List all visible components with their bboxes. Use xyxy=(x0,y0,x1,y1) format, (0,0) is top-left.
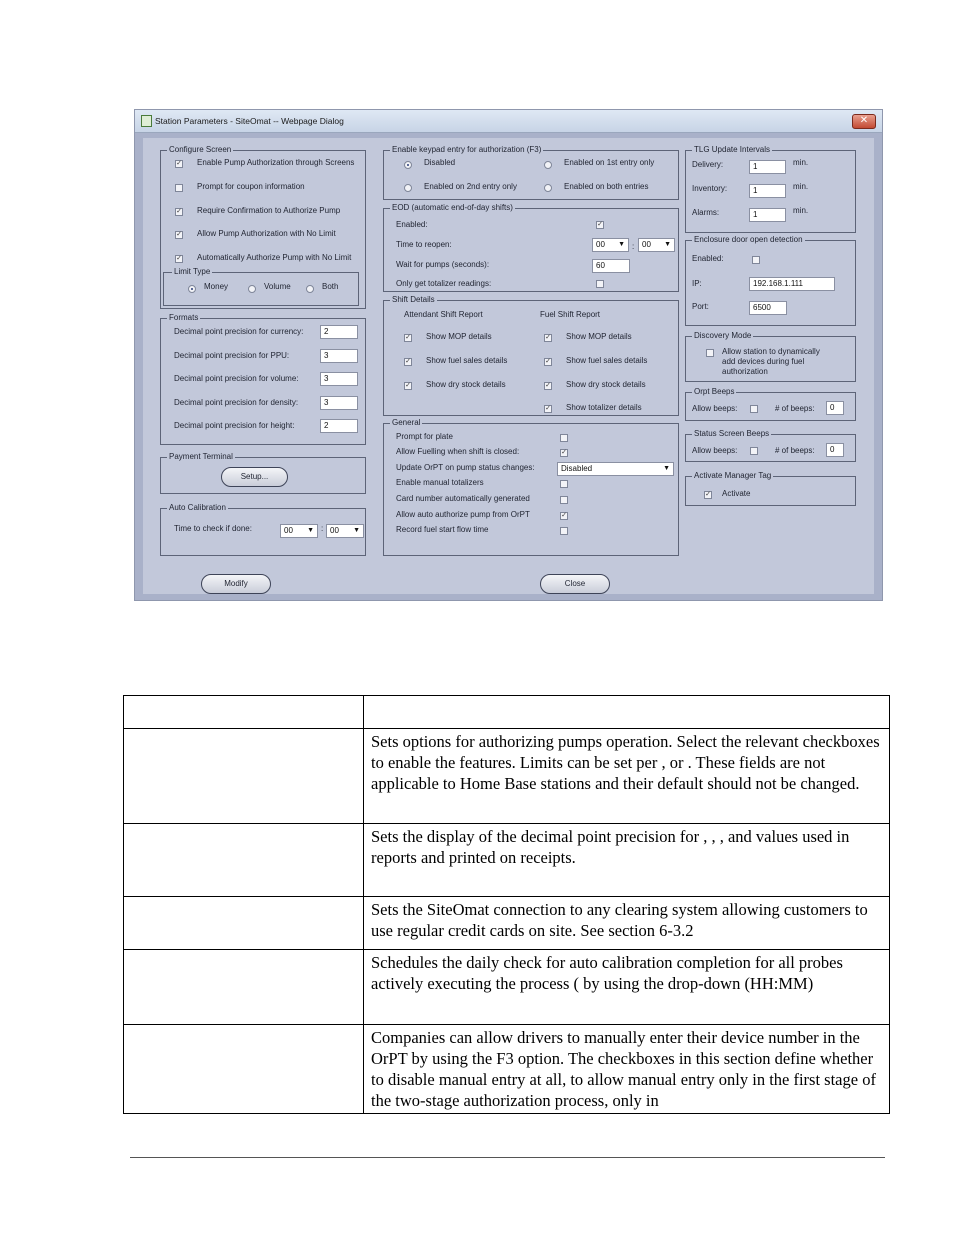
chevron-down-icon: ▼ xyxy=(618,241,625,248)
eod-totalizer-label: Only get totalizer readings: xyxy=(396,279,492,288)
orpt-beeps-title: Orpt Beeps xyxy=(694,387,735,396)
tlg-inventory-input[interactable]: 1 xyxy=(749,184,786,198)
enclosure-enabled-label: Enabled: xyxy=(692,254,724,263)
shift-details-group xyxy=(383,295,679,416)
tlg-inventory-unit: min. xyxy=(793,182,809,191)
limit-type-group xyxy=(163,267,359,306)
eod-reopen-hour-value: 00 xyxy=(596,240,605,249)
manager-tag-label: Activate xyxy=(722,489,751,498)
auto-authorize-orpt-label: Allow auto authorize pump from OrPT xyxy=(396,510,530,519)
table-row xyxy=(124,729,890,824)
status-beeps-group xyxy=(685,429,856,462)
footer-divider xyxy=(130,1157,885,1158)
discovery-label: Allow station to dynamically add devices during fuel authorization xyxy=(722,347,820,376)
fuel-report-title: Fuel Shift Report xyxy=(540,310,601,319)
require-confirmation-checkbox[interactable]: ✓ xyxy=(176,208,182,215)
table-row xyxy=(124,1025,890,1114)
general-title: General xyxy=(392,418,421,427)
limit-type-title: Limit Type xyxy=(174,267,211,276)
eod-title: EOD (automatic end-of-day shifts) xyxy=(392,203,513,212)
attendant-report-title: Attendant Shift Report xyxy=(404,310,483,319)
enclosure-detection-group xyxy=(685,235,856,326)
table-row xyxy=(124,696,890,729)
eod-wait-input[interactable]: 60 xyxy=(592,259,630,273)
fuel-totalizer-checkbox[interactable]: ✓ xyxy=(545,405,551,412)
ppu-precision-label: Decimal point precision for PPU: xyxy=(174,351,290,360)
eod-reopen-hour-dropdown[interactable] xyxy=(592,238,629,252)
enclosure-detection-title: Enclosure door open detection xyxy=(694,235,803,244)
fuel-mop-label: Show MOP details xyxy=(566,332,632,341)
keypad-disabled-radio[interactable] xyxy=(404,161,412,169)
allow-no-limit-label: Allow Pump Authorization with No Limit xyxy=(197,229,336,238)
attendant-fuel-sales-checkbox[interactable]: ✓ xyxy=(405,358,411,365)
tlg-delivery-label: Delivery: xyxy=(692,160,724,169)
update-orpt-dropdown[interactable] xyxy=(557,462,674,476)
calibration-time-label: Time to check if done: xyxy=(174,524,252,533)
attendant-mop-label: Show MOP details xyxy=(426,332,492,341)
tlg-delivery-unit: min. xyxy=(793,158,809,167)
limit-money-radio[interactable] xyxy=(188,285,196,293)
manual-totalizers-label: Enable manual totalizers xyxy=(396,478,484,487)
close-icon[interactable]: ✕ xyxy=(852,114,876,129)
enclosure-ip-label: IP: xyxy=(692,279,702,288)
payment-terminal-title: Payment Terminal xyxy=(169,452,233,461)
tlg-intervals-group xyxy=(685,145,856,233)
keypad-second-entry-label: Enabled on 2nd entry only xyxy=(424,182,517,191)
keypad-entry-title: Enable keypad entry for authorization (F3) xyxy=(392,145,542,154)
prompt-coupon-label: Prompt for coupon information xyxy=(197,182,305,191)
station-parameters-dialog xyxy=(134,109,883,601)
card-number-auto-checkbox[interactable] xyxy=(560,496,568,504)
density-precision-input[interactable]: 3 xyxy=(320,396,358,410)
payment-terminal-group xyxy=(160,452,366,494)
fuel-mop-checkbox[interactable]: ✓ xyxy=(545,334,551,341)
attendant-dry-stock-label: Show dry stock details xyxy=(426,380,506,389)
fuel-fuel-sales-checkbox[interactable]: ✓ xyxy=(545,358,551,365)
table-cell xyxy=(124,696,364,729)
table-cell: Sets the SiteOmat connection to any clearing system allowing customers to use regular credit cards on site. See section 6-3.2 xyxy=(364,897,890,950)
prompt-plate-label: Prompt for plate xyxy=(396,432,453,441)
record-flow-time-label: Record fuel start flow time xyxy=(396,525,489,534)
calibration-hour-value: 00 xyxy=(284,526,293,535)
close-button[interactable]: Close xyxy=(540,574,610,594)
tlg-alarms-label: Alarms: xyxy=(692,208,720,217)
formats-group xyxy=(160,313,366,445)
enable-pump-auth-label: Enable Pump Authorization through Screens xyxy=(197,158,355,167)
table-cell xyxy=(124,1025,364,1114)
eod-enabled-label: Enabled: xyxy=(396,220,428,229)
discovery-checkbox[interactable] xyxy=(706,349,714,357)
manual-totalizers-checkbox[interactable] xyxy=(560,480,568,488)
modify-button[interactable]: Modify xyxy=(201,574,271,594)
eod-totalizer-checkbox[interactable] xyxy=(596,280,604,288)
discovery-mode-title: Discovery Mode xyxy=(694,331,752,340)
currency-precision-input[interactable]: 2 xyxy=(320,325,358,339)
fuel-fuel-sales-label: Show fuel sales details xyxy=(566,356,648,365)
configure-screen-title: Configure Screen xyxy=(169,145,232,154)
manager-tag-title: Activate Manager Tag xyxy=(694,471,772,480)
auto-authorize-orpt-checkbox[interactable]: ✓ xyxy=(561,512,567,519)
limit-volume-radio[interactable] xyxy=(248,285,256,293)
eod-group xyxy=(383,203,679,292)
calibration-minute-dropdown[interactable] xyxy=(326,524,364,538)
orpt-allow-beeps-label: Allow beeps: xyxy=(692,404,738,413)
chevron-down-icon: ▼ xyxy=(353,527,360,534)
table-cell xyxy=(124,897,364,950)
eod-enabled-checkbox[interactable]: ✓ xyxy=(597,221,603,228)
calibration-minute-value: 00 xyxy=(330,526,339,535)
status-beeps-title: Status Screen Beeps xyxy=(694,429,770,438)
enable-pump-auth-checkbox[interactable]: ✓ xyxy=(176,160,182,167)
eod-reopen-label: Time to reopen: xyxy=(396,240,452,249)
manager-tag-checkbox[interactable]: ✓ xyxy=(705,491,711,498)
auto-authorize-label: Automatically Authorize Pump with No Limit xyxy=(197,253,352,262)
allow-fuelling-closed-checkbox[interactable]: ✓ xyxy=(561,449,567,456)
description-table xyxy=(123,695,890,1114)
status-beep-count-input[interactable]: 0 xyxy=(826,443,844,457)
chevron-down-icon: ▼ xyxy=(663,465,670,472)
manager-tag-group xyxy=(685,471,856,506)
tlg-intervals-title: TLG Update Intervals xyxy=(694,145,771,154)
currency-precision-label: Decimal point precision for currency: xyxy=(174,327,304,336)
chevron-down-icon: ▼ xyxy=(307,527,314,534)
status-allow-beeps-checkbox[interactable] xyxy=(750,447,758,455)
card-number-auto-label: Card number automatically generated xyxy=(396,494,530,503)
setup-button[interactable]: Setup... xyxy=(221,467,288,487)
keypad-first-entry-label: Enabled on 1st entry only xyxy=(564,158,655,167)
fuel-dry-stock-checkbox[interactable]: ✓ xyxy=(545,382,551,389)
eod-reopen-minute-value: 00 xyxy=(642,240,651,249)
dialog-titlebar[interactable] xyxy=(135,110,882,133)
require-confirmation-label: Require Confirmation to Authorize Pump xyxy=(197,206,341,215)
ppu-precision-input[interactable]: 3 xyxy=(320,349,358,363)
attendant-dry-stock-checkbox[interactable]: ✓ xyxy=(405,382,411,389)
prompt-coupon-checkbox[interactable] xyxy=(175,184,183,192)
allow-fuelling-closed-label: Allow Fuelling when shift is closed: xyxy=(396,447,520,456)
orpt-beeps-group xyxy=(685,387,856,421)
auto-calibration-title: Auto Calibration xyxy=(169,503,226,512)
auto-authorize-checkbox[interactable]: ✓ xyxy=(176,255,182,262)
limit-both-label: Both xyxy=(322,282,339,291)
attendant-fuel-sales-label: Show fuel sales details xyxy=(426,356,508,365)
prompt-plate-checkbox[interactable] xyxy=(560,434,568,442)
limit-volume-label: Volume xyxy=(264,282,291,291)
limit-both-radio[interactable] xyxy=(306,285,314,293)
table-row xyxy=(124,824,890,897)
table-row xyxy=(124,897,890,950)
attendant-mop-checkbox[interactable]: ✓ xyxy=(405,334,411,341)
status-beep-count-label: # of beeps: xyxy=(775,446,815,455)
volume-precision-input[interactable]: 3 xyxy=(320,372,358,386)
eod-wait-label: Wait for pumps (seconds): xyxy=(396,260,490,269)
volume-precision-label: Decimal point precision for volume: xyxy=(174,374,299,383)
table-cell: Companies can allow drivers to manually enter their device number in the OrPT by using the F3 option. The checkboxes in this section define whether to disable manual entry at all, to allow manual entry only in the first stage of the two-stage authorization process, only in xyxy=(364,1025,890,1114)
formats-title: Formats xyxy=(169,313,199,322)
table-cell: Schedules the daily check for auto calibration completion for all probes actively executing the process ( by using the drop-down (HH:MM) xyxy=(364,950,890,1025)
orpt-beep-count-label: # of beeps: xyxy=(775,404,815,413)
general-group xyxy=(383,418,679,556)
table-cell: Sets options for authorizing pumps operation. Select the relevant checkboxes to enable the features. Limits can be set per , or . These fields are not applicable to Home Base stations and their default should not be changed. xyxy=(364,729,890,824)
dialog-title: Station Parameters - SiteOmat -- Webpage Dialog xyxy=(155,116,344,126)
page-icon xyxy=(141,115,152,127)
height-precision-label: Decimal point precision for height: xyxy=(174,421,295,430)
update-orpt-value: Disabled xyxy=(561,464,593,473)
shift-details-title: Shift Details xyxy=(392,295,435,304)
update-orpt-label: Update OrPT on pump status changes: xyxy=(396,463,535,472)
tlg-inventory-label: Inventory: xyxy=(692,184,728,193)
keypad-first-entry-radio[interactable] xyxy=(544,161,552,169)
dialog-client-area xyxy=(143,138,874,594)
table-row xyxy=(124,950,890,1025)
chevron-down-icon: ▼ xyxy=(664,241,671,248)
table-cell xyxy=(124,824,364,897)
keypad-disabled-label: Disabled xyxy=(424,158,456,167)
table-cell xyxy=(124,950,364,1025)
table-cell xyxy=(124,729,364,824)
configure-screen-group xyxy=(160,145,366,309)
density-precision-label: Decimal point precision for density: xyxy=(174,398,299,407)
table-cell xyxy=(364,696,890,729)
orpt-beep-count-input[interactable]: 0 xyxy=(826,401,844,415)
status-allow-beeps-label: Allow beeps: xyxy=(692,446,738,455)
calibration-hour-dropdown[interactable] xyxy=(280,524,318,538)
tlg-alarms-input[interactable]: 1 xyxy=(749,208,786,222)
discovery-mode-group xyxy=(685,331,856,382)
calibration-time-separator: : xyxy=(321,524,324,533)
keypad-second-entry-radio[interactable] xyxy=(404,184,412,192)
tlg-delivery-input[interactable]: 1 xyxy=(749,160,786,174)
orpt-allow-beeps-checkbox[interactable] xyxy=(750,405,758,413)
enclosure-ip-input[interactable]: 192.168.1.111 xyxy=(749,277,835,291)
eod-reopen-minute-dropdown[interactable] xyxy=(638,238,675,252)
auto-calibration-group xyxy=(160,503,366,556)
enclosure-port-label: Port: xyxy=(692,302,709,311)
fuel-dry-stock-label: Show dry stock details xyxy=(566,380,646,389)
table-cell: Sets the display of the decimal point precision for , , , and values used in reports and printed on receipts. xyxy=(364,824,890,897)
limit-money-label: Money xyxy=(204,282,229,291)
enclosure-port-input[interactable]: 6500 xyxy=(749,301,787,315)
keypad-entry-group xyxy=(383,145,679,200)
fuel-totalizer-label: Show totalizer details xyxy=(566,403,642,412)
keypad-both-entries-label: Enabled on both entries xyxy=(564,182,649,191)
tlg-alarms-unit: min. xyxy=(793,206,809,215)
eod-reopen-separator: : xyxy=(632,242,635,251)
enclosure-enabled-checkbox[interactable] xyxy=(752,256,760,264)
keypad-both-entries-radio[interactable] xyxy=(544,184,552,192)
allow-no-limit-checkbox[interactable]: ✓ xyxy=(176,231,182,238)
height-precision-input[interactable]: 2 xyxy=(320,419,358,433)
record-flow-time-checkbox[interactable] xyxy=(560,527,568,535)
